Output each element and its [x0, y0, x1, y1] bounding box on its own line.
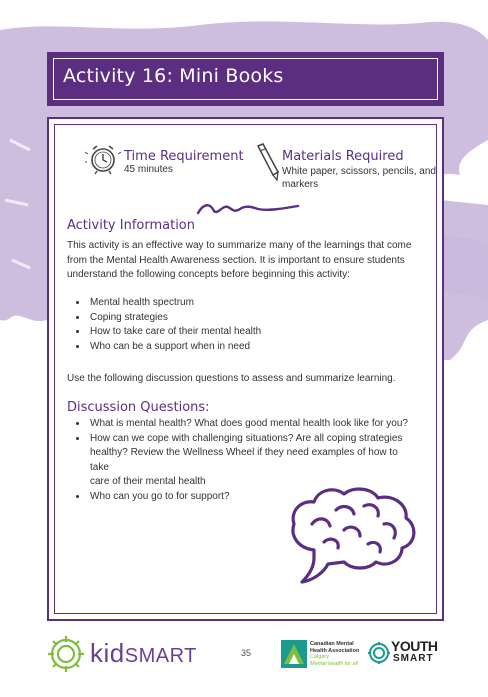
cmha-line3: Calgary	[310, 654, 329, 660]
cmha-line2: Health Association	[310, 647, 360, 654]
activity-intro-line3: understand the following concepts before beginning this activity:	[67, 269, 350, 280]
pencil-icon	[254, 142, 282, 182]
materials-value-line1: White paper, scissors, pencils, and	[282, 166, 436, 177]
kidsmart-kid-text: kid	[90, 638, 125, 668]
squiggle-decoration	[196, 201, 300, 217]
materials-value-line2: markers	[282, 179, 319, 190]
discussion-question-2-line3: care of their mental health	[90, 476, 206, 487]
youthsmart-top-text: YOUTH	[391, 638, 438, 654]
youthsmart-gear-icon	[368, 641, 390, 665]
kidsmart-gear-icon	[45, 633, 87, 675]
youthsmart-bottom-text: SMART	[393, 653, 434, 664]
discussion-question-1: • What is mental health? What does good mental health look like for you?	[88, 417, 415, 432]
title-banner	[47, 52, 444, 106]
materials-required-heading: Materials Required	[282, 149, 404, 164]
discussion-question-3: • Who can you go to for support?	[88, 490, 415, 505]
time-requirement-heading: Time Requirement	[124, 149, 244, 164]
cmha-logo-text	[310, 641, 359, 667]
activity-closing-text: Use the following discussion questions to assess and summarize learning.	[67, 373, 396, 384]
kidsmart-smart-text: SMART	[124, 645, 197, 667]
cmha-logo-icon	[281, 640, 307, 668]
kidsmart-logo-text	[90, 638, 197, 669]
activity-intro-line2: from the Mental Health Awareness section. It is important to ensure students	[67, 254, 405, 266]
cmha-line1: Canadian Mental	[310, 641, 354, 647]
activity-information-heading: Activity Information	[67, 218, 196, 233]
page-title: Activity 16: Mini Books	[63, 65, 284, 87]
discussion-question-2	[88, 432, 415, 490]
concept-item-3: • How to take care of their mental health	[88, 325, 410, 340]
concepts-list	[70, 296, 410, 354]
page-number: 35	[241, 648, 252, 658]
discussion-questions-heading: Discussion Questions:	[67, 400, 210, 415]
activity-intro-paragraph	[67, 239, 427, 283]
brain-speech-bubble-illustration	[284, 484, 424, 586]
concept-item-2: • Coping strategies	[88, 311, 410, 326]
cmha-line4: Mental health for all	[310, 660, 358, 667]
activity-intro-line1: This activity is an effective way to summarize many of the learnings that come	[67, 240, 412, 251]
discussion-question-2-line1: How can we cope with challenging situations? Are all coping strategies	[90, 432, 403, 444]
concept-item-4: • Who can be a support when in need	[88, 340, 410, 355]
discussion-question-2-line2: healthy? Review the Wellness Wheel if they need examples of how to take	[90, 447, 398, 473]
concept-item-1: • Mental health spectrum	[88, 296, 410, 311]
alarm-clock-icon	[85, 140, 121, 176]
time-requirement-value: 45 minutes	[124, 164, 173, 175]
